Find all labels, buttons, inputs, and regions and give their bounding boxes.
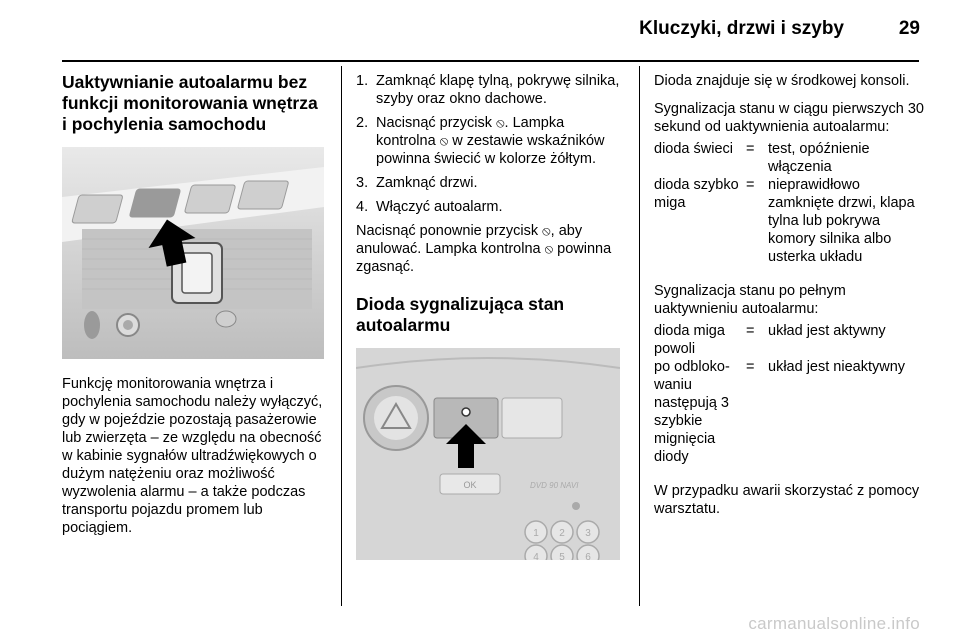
section2-title: Sygnalizacja stanu po pełnym uaktywnieniu autoalarmu: <box>654 283 846 317</box>
step-text: Zamknąć klapę tylną, pokrywę silnika, szyby oraz okno dachowe. <box>376 73 620 107</box>
radio-key-6: 6 <box>585 552 591 560</box>
section1-title: Sygnalizacja stanu w ciągu pierwszych 30 sekund od uaktywnienia autoalarmu: <box>654 101 924 135</box>
column-2 <box>356 72 624 560</box>
status-table-active <box>654 322 924 466</box>
center-console-illustration <box>356 348 620 560</box>
step-text: Nacisnąć przycisk <box>376 115 497 131</box>
table-row <box>654 322 924 358</box>
section-heading-activation: Uaktywnianie autoalarmu bez funkcji monitorowania wnętrza i pochylenia samochodu <box>62 72 318 134</box>
radio-key-5: 5 <box>559 552 565 560</box>
list-item <box>356 174 624 192</box>
alarm-off-icon: ⦸ <box>544 241 554 256</box>
table-row <box>654 140 924 176</box>
table-row <box>654 358 924 466</box>
list-item <box>356 114 624 168</box>
status-table-initial <box>654 140 924 266</box>
step-number: 2. <box>356 115 369 131</box>
steps-list <box>356 72 624 216</box>
page-header-title: Kluczyki, drzwi i szyby <box>639 18 844 39</box>
watermark-text: carmanualsonline.info <box>748 614 920 633</box>
list-item <box>356 198 624 216</box>
list-item <box>356 72 624 108</box>
status-value: test, opóźnienie włączenia <box>768 141 870 175</box>
equals-sign: = <box>746 141 755 157</box>
ok-key-label: OK <box>463 480 477 490</box>
status-key: dioda szybko miga <box>654 177 739 211</box>
status-value: nieprawidłowo zamknięte drzwi, klapa tylna lub pokrywa komory silnika albo usterka układu <box>768 177 915 265</box>
step-text: w zestawie wskaźników powinna świecić w kolorze żółtym. <box>376 133 605 167</box>
column-3 <box>654 72 924 518</box>
radio-brand-label: DVD 90 NAVI <box>530 481 579 490</box>
center-console-figure <box>356 348 620 560</box>
status-value: układ jest nieaktywny <box>768 359 906 375</box>
alarm-off-icon: ⦸ <box>439 133 449 148</box>
roof-console-figure <box>62 147 324 359</box>
status-key: po odbloko-waniu następują 3 szybkie mignięcia diody <box>654 359 730 465</box>
step-number: 1. <box>356 73 369 89</box>
radio-key-3: 3 <box>585 528 591 539</box>
step-text: Zamknąć drzwi. <box>376 175 478 191</box>
radio-key-1: 1 <box>533 528 539 539</box>
page-number: 29 <box>898 18 920 39</box>
alarm-off-icon: ⦸ <box>496 115 505 130</box>
section-heading-led: Dioda sygnalizująca stan autoalarmu <box>356 294 565 335</box>
step-text: Włączyć autoalarm. <box>376 199 503 215</box>
roof-console-illustration <box>62 147 324 359</box>
paragraph-service: W przypadku awarii skorzystać z pomocy warsztatu. <box>654 483 920 517</box>
status-value: układ jest aktywny <box>768 323 886 339</box>
step-number: 3. <box>356 175 369 191</box>
header-rule <box>62 60 919 62</box>
step-text: . Lampka kontrolna <box>376 115 565 149</box>
paragraph-cancel: Nacisnąć ponownie przycisk ⦸, aby anulować. Lampka kontrolna ⦸ powinna zgasnąć. <box>356 223 612 275</box>
step-number: 4. <box>356 199 369 215</box>
column-divider-1 <box>341 66 342 606</box>
paragraph-led-location: Dioda znajduje się w środkowej konsoli. <box>654 73 910 89</box>
equals-sign: = <box>746 177 755 193</box>
table-row <box>654 176 924 266</box>
paragraph-disable-info: Funkcję monitorowania wnętrza i pochylenia samochodu należy wyłączyć, gdy w pojeździe pozostają pasażerowie lub zwierzęta – ze względu na obecność w kabinie sygnałów ultradźwiękowych o dużym natężeniu oraz możliwość wyzwolenia alarmu – a także podczas transportu pojazdu promem lub pociągiem. <box>62 376 323 536</box>
column-1 <box>62 72 326 537</box>
radio-key-4: 4 <box>533 552 539 560</box>
status-key: dioda miga powoli <box>654 323 725 357</box>
status-key: dioda świeci <box>654 141 733 157</box>
alarm-off-icon: ⦸ <box>542 223 551 238</box>
equals-sign: = <box>746 359 755 375</box>
radio-key-2: 2 <box>559 528 565 539</box>
column-divider-2 <box>639 66 640 606</box>
equals-sign: = <box>746 323 755 339</box>
